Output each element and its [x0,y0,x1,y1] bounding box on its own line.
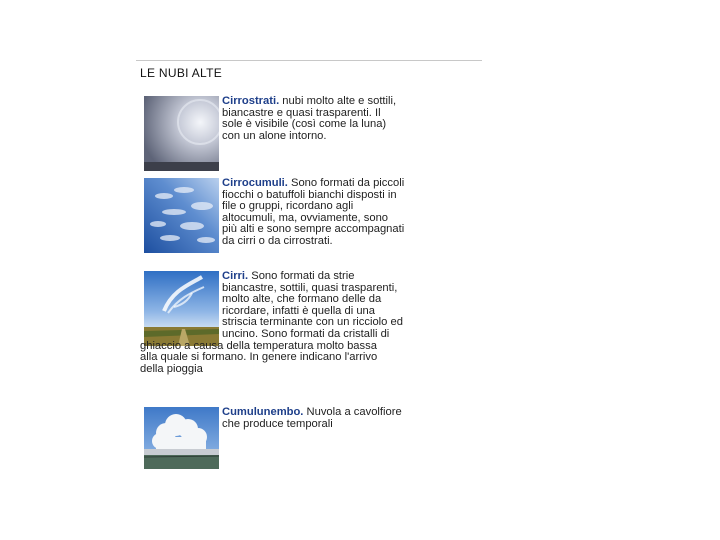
text-line: ricordare, infatti è quella di una [222,304,375,317]
cumulonimbus-photo-icon [144,407,219,469]
text-line: Sono formati da piccoli [287,177,405,189]
text-line: altocumuli, ma, ovviamente, sono [222,211,389,224]
text-line: fiocchi o batuffoli bianchi disposti in [222,188,397,201]
page-title: LE NUBI ALTE [140,66,223,80]
top-divider [136,60,482,61]
text-line: striscia terminante con un ricciolo ed [222,316,403,329]
text-line: sole è visibile (così come la luna) [222,118,387,131]
entry-cumulunembo [136,407,482,477]
entry-title: Cirrostrati. [222,95,280,107]
entry-title: Cumulunembo. [222,406,304,418]
text-line: più alti e sono sempre accompagnati [222,223,405,236]
text-line: biancastre, sottili, quasi trasparenti, [222,281,398,294]
text-line: nubi molto alte e sottili, [279,95,397,107]
entry-cirrocumuli [136,178,482,258]
cirrocumulus-photo-icon [144,178,219,253]
text-line: con un alone intorno. [222,129,327,142]
text-line: molto alte, che formano delle da [222,293,382,306]
cirrostratus-photo-icon [144,96,219,171]
entry-cirri [136,271,482,401]
document-page [136,60,482,430]
text-line: ghiaccio a causa della temperatura molto bassa [140,339,377,352]
entry-description [222,407,462,430]
entry-cirrostrati [136,96,482,172]
entry-description [222,96,462,142]
text-line: che produce temporali [222,417,333,430]
entry-description [222,178,462,248]
text-line: Nuvola a cavolfiore [303,406,402,418]
text-line: biancastre e quasi trasparenti. Il [222,106,381,119]
text-line: Sono formati da strie [248,270,355,282]
text-line: file o gruppi, ricordano agli [222,200,354,213]
text-line: uncino. Sono formati da cristalli di [222,327,390,340]
entry-title: Cirri. [222,270,249,282]
text-line: da cirri o da cirrostrati. [222,234,333,247]
entry-title: Cirrocumuli. [222,177,288,189]
entry-description [136,271,476,375]
text-line: della pioggia [140,362,203,375]
text-line: alla quale si formano. In genere indicano l'arrivo [140,351,378,364]
